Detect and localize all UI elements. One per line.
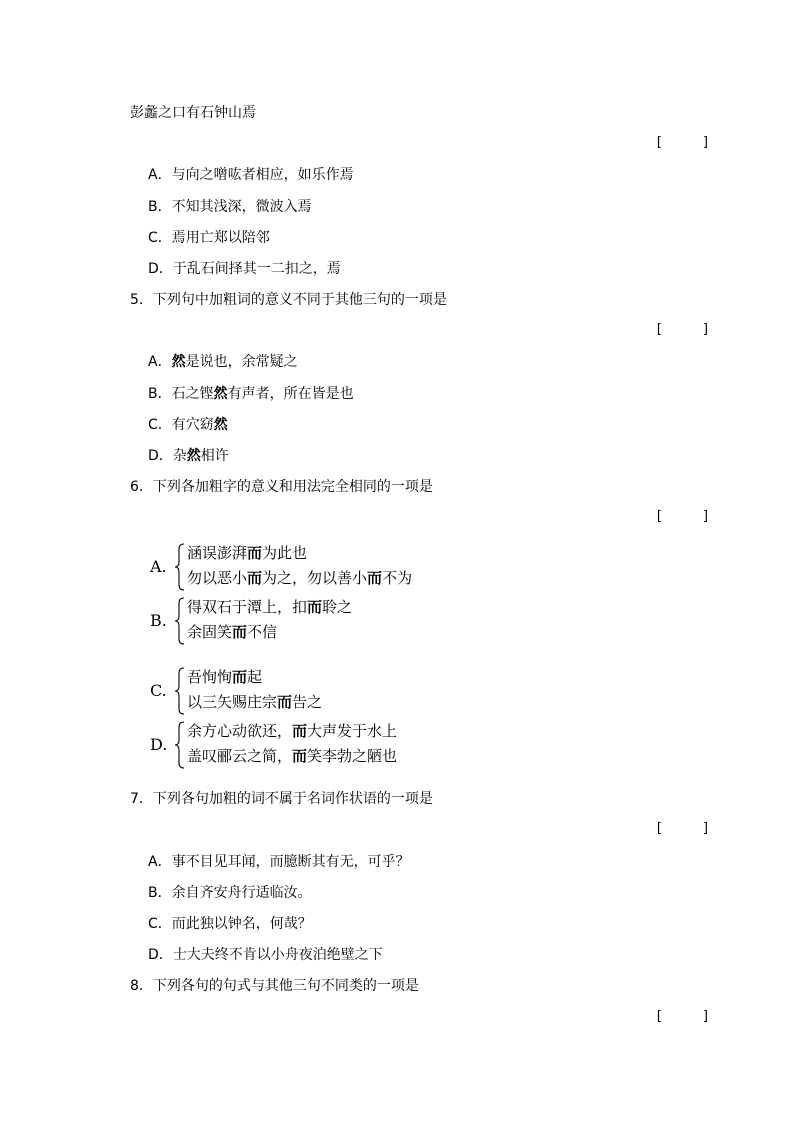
bold-keyword: 而 [307, 598, 323, 616]
option-line: 盖叹郦云之简，而笑李勃之陋也 [187, 747, 398, 765]
option-line: 吾恂恂而起 [187, 668, 263, 686]
option-line: 余固笑而不信 [187, 623, 278, 641]
bold-keyword: 而 [232, 668, 248, 686]
option-item: B．石之铿然有声者，所在皆是也 [148, 386, 354, 402]
bold-keyword: 而 [292, 722, 308, 740]
answer-bracket: [ ] [655, 135, 710, 150]
option-line: 勿以恶小而为之，勿以善小而不为 [187, 569, 413, 587]
bold-keyword: 而 [277, 693, 293, 711]
q8-stem: 8．下列各句的句式与其他三句不同类的一项是 [130, 978, 419, 994]
option-item: B．不知其浅深，微波入焉 [148, 199, 312, 215]
option-item: A．然是说也，余常疑之 [148, 354, 298, 370]
bold-keyword: 然 [213, 386, 228, 402]
option-item: A．与向之噌吰者相应，如乐作焉 [148, 167, 354, 183]
bold-keyword: 然 [213, 417, 228, 433]
option-item: C．焉用亡郑以陪邻 [148, 230, 270, 246]
option-item: B．余自齐安舟行适临汝。 [148, 885, 312, 901]
option-line: 得双石于潭上，扣而聆之 [187, 598, 353, 616]
left-brace-icon [174, 597, 186, 645]
answer-bracket: [ ] [655, 509, 710, 524]
option-item: D．杂然相许 [148, 448, 229, 464]
bold-keyword: 而 [292, 747, 308, 765]
option-item: C．而此独以钟名，何哉？ [148, 916, 312, 932]
q7-stem: 7．下列各句加粗的词不属于名词作状语的一项是 [130, 791, 433, 807]
option-item: A．事不目见耳闻，而臆断其有无，可乎？ [148, 854, 410, 870]
intro-text: 彭蠡之口有石钟山焉 [130, 105, 256, 121]
option-line: 余方心动欲还，而大声发于水上 [187, 722, 398, 740]
option-item: D．于乱石间择其一二扣之，焉 [148, 261, 341, 277]
bold-keyword: 然 [186, 448, 201, 464]
q5-stem: 5．下列句中加粗词的意义不同于其他三句的一项是 [130, 292, 447, 308]
option-item: D．士大夫终不肯以小舟夜泊绝壁之下 [148, 947, 383, 963]
q6-stem: 6．下列各加粗字的意义和用法完全相同的一项是 [130, 479, 433, 495]
bold-keyword: 而 [232, 623, 248, 641]
option-letter: D. [150, 735, 168, 754]
bold-keyword: 而 [367, 569, 383, 587]
option-letter: C. [150, 681, 167, 700]
bold-keyword: 然 [171, 354, 186, 370]
option-line: 涵误澎湃而为此也 [187, 544, 308, 562]
option-letter: B. [150, 611, 167, 630]
answer-bracket: [ ] [655, 821, 710, 836]
option-item: C．有穴窈然 [148, 417, 228, 433]
left-brace-icon [174, 543, 186, 591]
option-line: 以三矢赐庄宗而告之 [187, 693, 323, 711]
answer-bracket: [ ] [655, 1009, 710, 1024]
bold-keyword: 而 [247, 569, 263, 587]
left-brace-icon [174, 667, 186, 715]
bold-keyword: 而 [247, 544, 263, 562]
answer-bracket: [ ] [655, 322, 710, 337]
option-letter: A. [150, 557, 167, 576]
left-brace-icon [174, 721, 186, 769]
